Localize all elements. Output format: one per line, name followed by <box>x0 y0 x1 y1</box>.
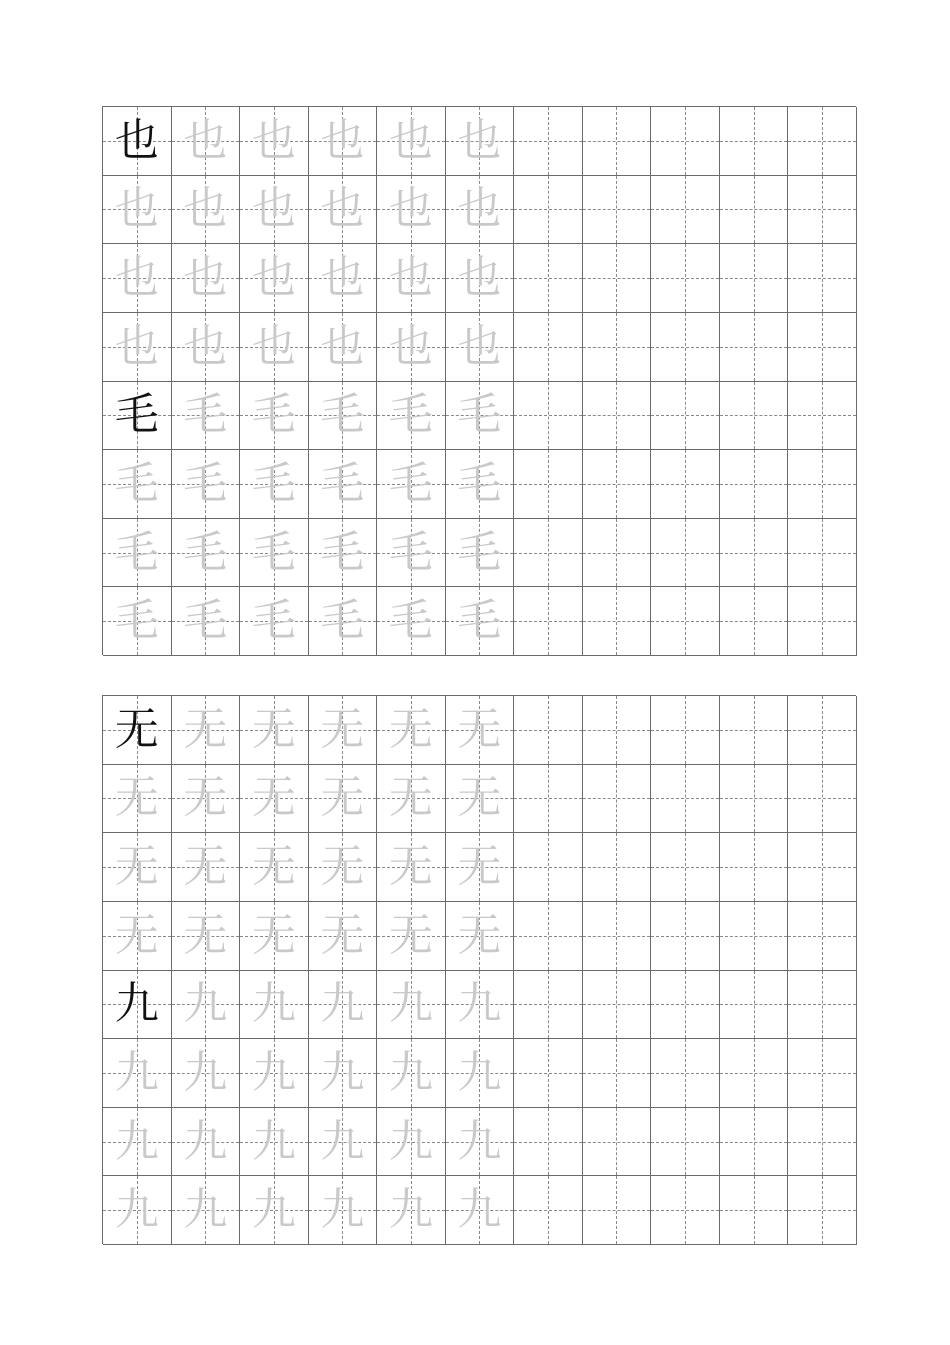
trace-character: 无 <box>183 841 228 893</box>
practice-row <box>103 244 856 313</box>
blank-writing-cell[interactable] <box>720 833 789 902</box>
trace-character-cell[interactable] <box>377 833 446 902</box>
blank-writing-cell[interactable] <box>720 176 789 245</box>
trace-character: 九 <box>320 1184 365 1236</box>
blank-writing-cell[interactable] <box>514 971 583 1040</box>
practice-row <box>103 765 856 834</box>
blank-writing-cell[interactable] <box>651 519 720 588</box>
trace-character-cell[interactable] <box>446 450 515 519</box>
blank-writing-cell[interactable] <box>651 765 720 834</box>
trace-character-cell[interactable] <box>309 1176 378 1245</box>
blank-writing-cell[interactable] <box>651 902 720 971</box>
model-character-cell[interactable] <box>103 107 172 176</box>
trace-character-cell[interactable] <box>309 244 378 313</box>
trace-character-cell[interactable] <box>309 107 378 176</box>
trace-character: 无 <box>388 772 433 824</box>
trace-character: 无 <box>251 909 296 961</box>
trace-character: 也 <box>388 114 433 166</box>
blank-writing-cell[interactable] <box>720 902 789 971</box>
practice-grid-bottom <box>102 695 856 1244</box>
trace-character-cell[interactable] <box>172 382 241 451</box>
blank-writing-cell[interactable] <box>788 765 857 834</box>
trace-character-cell[interactable] <box>446 1176 515 1245</box>
trace-character: 九 <box>388 978 433 1030</box>
trace-character-cell[interactable] <box>240 519 309 588</box>
trace-character-cell[interactable] <box>240 382 309 451</box>
trace-character-cell[interactable] <box>377 244 446 313</box>
trace-character-cell[interactable] <box>240 107 309 176</box>
trace-character-cell[interactable] <box>240 450 309 519</box>
trace-character: 毛 <box>251 457 296 509</box>
trace-character: 毛 <box>183 457 228 509</box>
trace-character: 也 <box>320 114 365 166</box>
model-character: 也 <box>114 114 159 166</box>
trace-character: 九 <box>251 1184 296 1236</box>
blank-writing-cell[interactable] <box>788 971 857 1040</box>
trace-character: 无 <box>183 909 228 961</box>
trace-character: 无 <box>320 772 365 824</box>
blank-writing-cell[interactable] <box>583 833 652 902</box>
trace-character-cell[interactable] <box>172 587 241 656</box>
trace-character-cell[interactable] <box>377 176 446 245</box>
trace-character: 九 <box>183 1046 228 1098</box>
blank-writing-cell[interactable] <box>514 765 583 834</box>
trace-character-cell[interactable] <box>309 1039 378 1108</box>
blank-writing-cell[interactable] <box>583 176 652 245</box>
trace-character-cell[interactable] <box>446 1039 515 1108</box>
practice-row <box>103 107 856 176</box>
blank-writing-cell[interactable] <box>583 244 652 313</box>
blank-writing-cell[interactable] <box>788 587 857 656</box>
model-character: 九 <box>114 978 159 1030</box>
trace-character: 也 <box>183 252 228 304</box>
blank-writing-cell[interactable] <box>788 1108 857 1177</box>
trace-character-cell[interactable] <box>103 313 172 382</box>
blank-writing-cell[interactable] <box>651 244 720 313</box>
trace-character: 无 <box>251 703 296 755</box>
trace-character-cell[interactable] <box>377 902 446 971</box>
trace-character: 九 <box>388 1046 433 1098</box>
trace-character-cell[interactable] <box>446 696 515 765</box>
trace-character-cell[interactable] <box>446 1108 515 1177</box>
blank-writing-cell[interactable] <box>583 765 652 834</box>
trace-character-cell[interactable] <box>172 696 241 765</box>
blank-writing-cell[interactable] <box>514 244 583 313</box>
trace-character-cell[interactable] <box>377 1039 446 1108</box>
trace-character: 九 <box>457 1046 502 1098</box>
trace-character-cell[interactable] <box>240 1176 309 1245</box>
blank-writing-cell[interactable] <box>651 1108 720 1177</box>
blank-writing-cell[interactable] <box>651 107 720 176</box>
blank-writing-cell[interactable] <box>514 107 583 176</box>
trace-character-cell[interactable] <box>309 519 378 588</box>
blank-writing-cell[interactable] <box>651 696 720 765</box>
trace-character-cell[interactable] <box>309 833 378 902</box>
trace-character-cell[interactable] <box>172 244 241 313</box>
trace-character: 也 <box>320 183 365 235</box>
trace-character-cell[interactable] <box>240 833 309 902</box>
blank-writing-cell[interactable] <box>583 107 652 176</box>
blank-writing-cell[interactable] <box>651 1039 720 1108</box>
trace-character-cell[interactable] <box>377 765 446 834</box>
blank-writing-cell[interactable] <box>788 107 857 176</box>
blank-writing-cell[interactable] <box>788 244 857 313</box>
trace-character-cell[interactable] <box>240 1108 309 1177</box>
trace-character: 九 <box>457 1115 502 1167</box>
trace-character-cell[interactable] <box>103 765 172 834</box>
blank-writing-cell[interactable] <box>651 313 720 382</box>
trace-character: 无 <box>114 909 159 961</box>
trace-character: 也 <box>251 252 296 304</box>
trace-character-cell[interactable] <box>309 587 378 656</box>
trace-character: 毛 <box>183 595 228 647</box>
blank-writing-cell[interactable] <box>720 1039 789 1108</box>
trace-character-cell[interactable] <box>103 902 172 971</box>
trace-character: 无 <box>251 841 296 893</box>
trace-character: 无 <box>251 772 296 824</box>
trace-character-cell[interactable] <box>377 313 446 382</box>
model-character-cell[interactable] <box>103 696 172 765</box>
trace-character: 无 <box>183 772 228 824</box>
trace-character: 无 <box>183 703 228 755</box>
blank-writing-cell[interactable] <box>583 1176 652 1245</box>
trace-character-cell[interactable] <box>240 244 309 313</box>
blank-writing-cell[interactable] <box>788 1176 857 1245</box>
trace-character: 也 <box>457 252 502 304</box>
trace-character: 毛 <box>251 389 296 441</box>
blank-writing-cell[interactable] <box>514 1176 583 1245</box>
trace-character-cell[interactable] <box>309 971 378 1040</box>
blank-writing-cell[interactable] <box>720 313 789 382</box>
trace-character: 九 <box>114 1046 159 1098</box>
trace-character-cell[interactable] <box>377 450 446 519</box>
blank-writing-cell[interactable] <box>583 1108 652 1177</box>
trace-character: 也 <box>114 320 159 372</box>
blank-writing-cell[interactable] <box>583 382 652 451</box>
blank-writing-cell[interactable] <box>514 1039 583 1108</box>
trace-character-cell[interactable] <box>172 450 241 519</box>
trace-character: 九 <box>320 978 365 1030</box>
blank-writing-cell[interactable] <box>651 971 720 1040</box>
trace-character-cell[interactable] <box>377 107 446 176</box>
trace-character-cell[interactable] <box>309 313 378 382</box>
blank-writing-cell[interactable] <box>720 382 789 451</box>
trace-character: 九 <box>251 1115 296 1167</box>
model-character-cell[interactable] <box>103 382 172 451</box>
model-character: 毛 <box>114 389 159 441</box>
trace-character-cell[interactable] <box>446 382 515 451</box>
blank-writing-cell[interactable] <box>651 382 720 451</box>
trace-character: 毛 <box>388 389 433 441</box>
trace-character: 毛 <box>251 526 296 578</box>
blank-writing-cell[interactable] <box>514 313 583 382</box>
trace-character: 毛 <box>114 595 159 647</box>
blank-writing-cell[interactable] <box>583 971 652 1040</box>
trace-character: 九 <box>388 1184 433 1236</box>
practice-row <box>103 519 856 588</box>
blank-writing-cell[interactable] <box>788 519 857 588</box>
blank-writing-cell[interactable] <box>788 382 857 451</box>
blank-writing-cell[interactable] <box>788 696 857 765</box>
trace-character: 毛 <box>457 389 502 441</box>
trace-character-cell[interactable] <box>172 1039 241 1108</box>
trace-character-cell[interactable] <box>309 696 378 765</box>
practice-row <box>103 902 856 971</box>
trace-character: 无 <box>388 909 433 961</box>
trace-character: 无 <box>114 772 159 824</box>
trace-character-cell[interactable] <box>172 971 241 1040</box>
blank-writing-cell[interactable] <box>720 1108 789 1177</box>
blank-writing-cell[interactable] <box>788 450 857 519</box>
trace-character: 九 <box>457 1184 502 1236</box>
trace-character: 也 <box>320 252 365 304</box>
trace-character: 也 <box>388 320 433 372</box>
blank-writing-cell[interactable] <box>720 519 789 588</box>
practice-row <box>103 450 856 519</box>
trace-character-cell[interactable] <box>309 450 378 519</box>
blank-writing-cell[interactable] <box>514 382 583 451</box>
trace-character-cell[interactable] <box>446 313 515 382</box>
trace-character: 毛 <box>457 526 502 578</box>
trace-character: 毛 <box>388 457 433 509</box>
trace-character: 毛 <box>320 457 365 509</box>
trace-character-cell[interactable] <box>240 696 309 765</box>
trace-character-cell[interactable] <box>309 176 378 245</box>
trace-character-cell[interactable] <box>172 1176 241 1245</box>
trace-character-cell[interactable] <box>377 971 446 1040</box>
trace-character-cell[interactable] <box>172 1108 241 1177</box>
trace-character: 无 <box>320 841 365 893</box>
trace-character-cell[interactable] <box>103 176 172 245</box>
trace-character: 九 <box>183 1115 228 1167</box>
blank-writing-cell[interactable] <box>720 244 789 313</box>
trace-character-cell[interactable] <box>309 1108 378 1177</box>
blank-writing-cell[interactable] <box>788 833 857 902</box>
blank-writing-cell[interactable] <box>514 450 583 519</box>
trace-character-cell[interactable] <box>446 107 515 176</box>
trace-character: 无 <box>320 703 365 755</box>
blank-writing-cell[interactable] <box>651 833 720 902</box>
trace-character-cell[interactable] <box>172 313 241 382</box>
trace-character: 也 <box>388 252 433 304</box>
trace-character: 毛 <box>320 526 365 578</box>
trace-character: 也 <box>457 114 502 166</box>
blank-writing-cell[interactable] <box>583 1039 652 1108</box>
blank-writing-cell[interactable] <box>720 450 789 519</box>
trace-character: 也 <box>114 252 159 304</box>
trace-character: 毛 <box>320 595 365 647</box>
trace-character-cell[interactable] <box>377 1108 446 1177</box>
blank-writing-cell[interactable] <box>514 176 583 245</box>
trace-character: 也 <box>183 114 228 166</box>
trace-character: 无 <box>457 841 502 893</box>
trace-character: 也 <box>320 320 365 372</box>
trace-character-cell[interactable] <box>446 176 515 245</box>
blank-writing-cell[interactable] <box>651 450 720 519</box>
trace-character-cell[interactable] <box>103 244 172 313</box>
practice-row <box>103 696 856 765</box>
trace-character: 九 <box>114 1115 159 1167</box>
trace-character: 九 <box>114 1184 159 1236</box>
trace-character: 九 <box>320 1046 365 1098</box>
trace-character-cell[interactable] <box>377 519 446 588</box>
blank-writing-cell[interactable] <box>514 696 583 765</box>
blank-writing-cell[interactable] <box>583 587 652 656</box>
trace-character-cell[interactable] <box>309 902 378 971</box>
trace-character-cell[interactable] <box>103 1039 172 1108</box>
trace-character: 也 <box>183 183 228 235</box>
trace-character-cell[interactable] <box>240 765 309 834</box>
trace-character-cell[interactable] <box>446 244 515 313</box>
practice-row <box>103 1039 856 1108</box>
blank-writing-cell[interactable] <box>583 696 652 765</box>
trace-character-cell[interactable] <box>172 765 241 834</box>
trace-character: 九 <box>457 978 502 1030</box>
blank-writing-cell[interactable] <box>720 696 789 765</box>
trace-character-cell[interactable] <box>446 902 515 971</box>
trace-character: 九 <box>251 978 296 1030</box>
trace-character: 也 <box>251 114 296 166</box>
model-character-cell[interactable] <box>103 971 172 1040</box>
trace-character-cell[interactable] <box>309 382 378 451</box>
trace-character: 无 <box>457 772 502 824</box>
blank-writing-cell[interactable] <box>788 176 857 245</box>
trace-character: 无 <box>457 703 502 755</box>
model-character: 无 <box>114 703 159 755</box>
blank-writing-cell[interactable] <box>651 587 720 656</box>
trace-character: 无 <box>388 841 433 893</box>
practice-row <box>103 1108 856 1177</box>
trace-character-cell[interactable] <box>172 107 241 176</box>
trace-character: 九 <box>183 978 228 1030</box>
trace-character: 九 <box>183 1184 228 1236</box>
trace-character: 也 <box>457 320 502 372</box>
trace-character: 毛 <box>388 595 433 647</box>
trace-character: 毛 <box>114 526 159 578</box>
practice-grid-top <box>102 106 856 655</box>
blank-writing-cell[interactable] <box>583 902 652 971</box>
practice-row <box>103 971 856 1040</box>
blank-writing-cell[interactable] <box>651 176 720 245</box>
trace-character: 毛 <box>183 389 228 441</box>
trace-character-cell[interactable] <box>240 313 309 382</box>
trace-character-cell[interactable] <box>377 1176 446 1245</box>
blank-writing-cell[interactable] <box>514 1108 583 1177</box>
trace-character-cell[interactable] <box>103 1176 172 1245</box>
trace-character-cell[interactable] <box>172 519 241 588</box>
trace-character: 无 <box>457 909 502 961</box>
trace-character: 九 <box>388 1115 433 1167</box>
trace-character: 也 <box>251 320 296 372</box>
trace-character-cell[interactable] <box>446 765 515 834</box>
trace-character-cell[interactable] <box>103 833 172 902</box>
blank-writing-cell[interactable] <box>720 1176 789 1245</box>
practice-row <box>103 313 856 382</box>
trace-character-cell[interactable] <box>377 696 446 765</box>
blank-writing-cell[interactable] <box>788 1039 857 1108</box>
trace-character-cell[interactable] <box>172 902 241 971</box>
trace-character-cell[interactable] <box>103 450 172 519</box>
trace-character: 毛 <box>388 526 433 578</box>
trace-character-cell[interactable] <box>377 587 446 656</box>
blank-writing-cell[interactable] <box>583 313 652 382</box>
trace-character: 九 <box>251 1046 296 1098</box>
practice-row <box>103 382 856 451</box>
trace-character: 毛 <box>457 595 502 647</box>
blank-writing-cell[interactable] <box>720 107 789 176</box>
trace-character: 毛 <box>320 389 365 441</box>
trace-character-cell[interactable] <box>446 971 515 1040</box>
trace-character: 无 <box>388 703 433 755</box>
trace-character-cell[interactable] <box>240 971 309 1040</box>
trace-character: 也 <box>251 183 296 235</box>
blank-writing-cell[interactable] <box>514 519 583 588</box>
blank-writing-cell[interactable] <box>514 587 583 656</box>
trace-character: 也 <box>388 183 433 235</box>
blank-writing-cell[interactable] <box>514 833 583 902</box>
trace-character: 无 <box>320 909 365 961</box>
blank-writing-cell[interactable] <box>720 765 789 834</box>
blank-writing-cell[interactable] <box>720 971 789 1040</box>
trace-character-cell[interactable] <box>309 765 378 834</box>
blank-writing-cell[interactable] <box>788 313 857 382</box>
blank-writing-cell[interactable] <box>651 1176 720 1245</box>
blank-writing-cell[interactable] <box>514 902 583 971</box>
trace-character-cell[interactable] <box>172 833 241 902</box>
trace-character-cell[interactable] <box>103 587 172 656</box>
trace-character-cell[interactable] <box>103 1108 172 1177</box>
trace-character-cell[interactable] <box>446 587 515 656</box>
trace-character: 九 <box>320 1115 365 1167</box>
trace-character-cell[interactable] <box>446 519 515 588</box>
practice-row <box>103 176 856 245</box>
trace-character: 无 <box>114 841 159 893</box>
blank-writing-cell[interactable] <box>583 450 652 519</box>
trace-character-cell[interactable] <box>240 587 309 656</box>
trace-character: 也 <box>114 183 159 235</box>
blank-writing-cell[interactable] <box>720 587 789 656</box>
practice-row <box>103 833 856 902</box>
practice-row <box>103 1176 856 1245</box>
trace-character-cell[interactable] <box>172 176 241 245</box>
blank-writing-cell[interactable] <box>583 519 652 588</box>
blank-writing-cell[interactable] <box>788 902 857 971</box>
trace-character-cell[interactable] <box>377 382 446 451</box>
trace-character: 也 <box>183 320 228 372</box>
trace-character-cell[interactable] <box>240 176 309 245</box>
trace-character-cell[interactable] <box>240 1039 309 1108</box>
trace-character: 毛 <box>183 526 228 578</box>
trace-character-cell[interactable] <box>446 833 515 902</box>
trace-character-cell[interactable] <box>103 519 172 588</box>
trace-character: 毛 <box>114 457 159 509</box>
trace-character-cell[interactable] <box>240 902 309 971</box>
trace-character: 毛 <box>251 595 296 647</box>
trace-character: 也 <box>457 183 502 235</box>
practice-row <box>103 587 856 656</box>
trace-character: 毛 <box>457 457 502 509</box>
